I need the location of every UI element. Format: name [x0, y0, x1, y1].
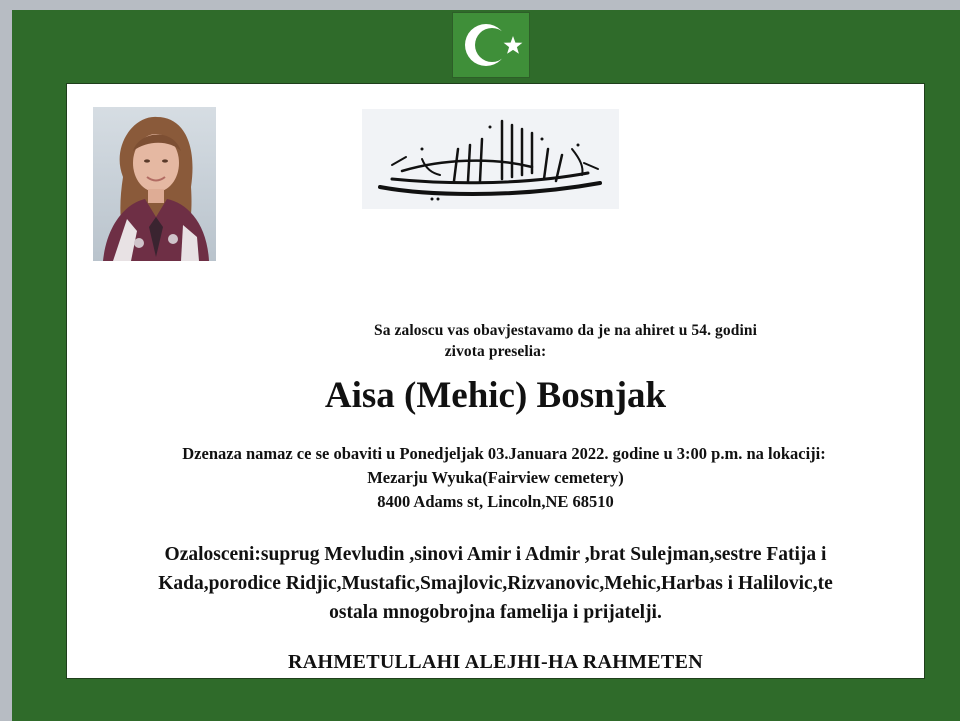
- mourners-line-2: Kada,porodice Ridjic,Mustafic,Smajlovic,Rizvanovic,Mehic,Harbas i Halilovic,te: [158, 573, 833, 594]
- funeral-line-2: Mezarju Wyuka(Fairview cemetery): [367, 468, 624, 487]
- funeral-details: [67, 442, 924, 514]
- mourners-line-3: ostala mnogobrojna famelija i prijatelji.: [329, 602, 662, 623]
- announcement-line-2: zivota preselia:: [444, 343, 547, 360]
- announcement: [67, 320, 924, 362]
- announcement-line-1: Sa zaloscu vas obavjestavamo da je na ahiret u 54. godini: [373, 322, 758, 339]
- basmala-calligraphy: [362, 109, 619, 209]
- closing-prayer: RAHMETULLAHI ALEJHI-HA RAHMETEN: [288, 651, 703, 673]
- left-border: [0, 0, 12, 721]
- funeral-line-3: 8400 Adams st, Lincoln,NE 68510: [377, 492, 614, 511]
- flag: [452, 12, 530, 78]
- mourners: [67, 540, 924, 627]
- top-border: [0, 0, 960, 10]
- portrait-photo: [93, 107, 216, 261]
- mourners-line-1: Ozalosceni:suprug Mevludin ,sinovi Amir i Admir ,brat Sulejman,sestre Fatija i: [164, 544, 827, 565]
- funeral-line-1: Dzenaza namaz ce se obaviti u Ponedjeljak 03.Januara 2022. godine u 3:00 p.m. na lokaciji:: [182, 444, 826, 463]
- deceased-name: Aisa (Mehic) Bosnjak: [324, 375, 667, 416]
- crescent-and-star-icon: [452, 12, 530, 78]
